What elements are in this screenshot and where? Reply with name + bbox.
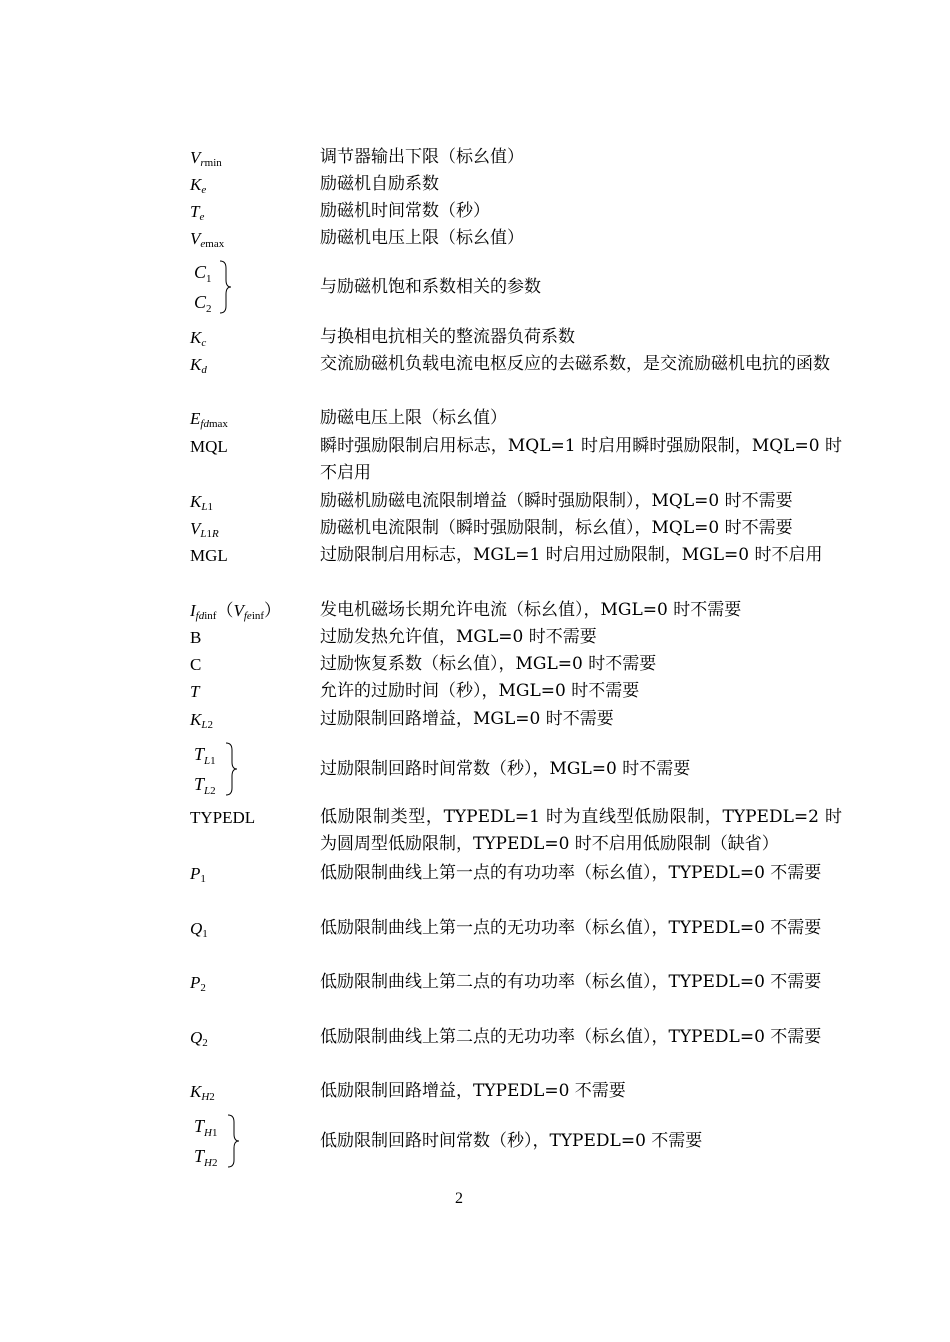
param-description: 过励发热允许值，MGL=0 时不需要 bbox=[320, 627, 597, 647]
param-description: 低励限制曲线上第二点的无功功率（标幺值），TYPEDL=0 不需要 bbox=[320, 1027, 822, 1047]
param-description: 励磁电压上限（标幺值） bbox=[320, 408, 507, 428]
param-description: 调节器输出下限（标幺值） bbox=[320, 147, 524, 167]
param-symbol: $P_1$ bbox=[190, 864, 206, 885]
param-description: 瞬时强励限制启用标志，MQL=1 时启用瞬时强励限制，MQL=0 时不启用 bbox=[320, 436, 842, 483]
param-symbol: $K_{L1}$ bbox=[190, 492, 213, 513]
param-symbol: $V_{emax}$ bbox=[190, 229, 225, 250]
param-symbol: $V_{rmin}$ bbox=[190, 148, 222, 169]
param-symbol: C bbox=[190, 655, 202, 674]
param-symbol: B bbox=[190, 628, 202, 647]
param-description: 与励磁机饱和系数相关的参数 bbox=[320, 277, 541, 297]
param-symbol: $V_{L1R}$ bbox=[190, 519, 219, 540]
param-symbol: $K_d$ bbox=[190, 355, 207, 376]
param-description: 励磁机时间常数（秒） bbox=[320, 201, 490, 221]
param-description: 发电机磁场长期允许电流（标幺值），MGL=0 时不需要 bbox=[320, 600, 742, 620]
param-description: 低励限制回路增益，TYPEDL=0 不需要 bbox=[320, 1081, 626, 1101]
param-symbol-pair: $T_{L1}$ $T_{L2}$ bbox=[190, 740, 250, 796]
param-description: 励磁机电压上限（标幺值） bbox=[320, 228, 524, 248]
right-brace-icon bbox=[218, 260, 232, 314]
param-description: 低励限制曲线上第一点的无功功率（标幺值），TYPEDL=0 不需要 bbox=[320, 918, 822, 938]
param-description: 低励限制回路时间常数（秒），TYPEDL=0 不需要 bbox=[320, 1131, 703, 1151]
param-description: 低励限制类型，TYPEDL=1 时为直线型低励限制，TYPEDL=2 时为圆周型低励限制，TYPEDL=0 时不启用低励限制（缺省） bbox=[320, 807, 842, 854]
param-symbol: $K_{H2}$ bbox=[190, 1082, 215, 1103]
param-description: 与换相电抗相关的整流器负荷系数 bbox=[320, 327, 575, 347]
param-description: 过励恢复系数（标幺值），MGL=0 时不需要 bbox=[320, 654, 657, 674]
param-symbol: $Q_2$ bbox=[190, 1028, 208, 1049]
param-symbol: T bbox=[190, 682, 200, 701]
param-symbol: $E_{fdmax}$ bbox=[190, 409, 228, 430]
param-description: 励磁机电流限制（瞬时强励限制，标幺值），MQL=0 时不需要 bbox=[320, 518, 793, 538]
param-description: 过励限制回路时间常数（秒），MGL=0 时不需要 bbox=[320, 759, 691, 779]
param-description: 励磁机自励系数 bbox=[320, 174, 439, 194]
param-symbol: $T_e$ bbox=[190, 202, 205, 223]
param-description: 允许的过励时间（秒），MGL=0 时不需要 bbox=[320, 681, 640, 701]
param-symbol: TYPEDL bbox=[190, 808, 256, 827]
param-symbol: MQL bbox=[190, 437, 228, 456]
right-brace-icon bbox=[226, 1114, 240, 1168]
param-description: 低励限制曲线上第一点的有功功率（标幺值），TYPEDL=0 不需要 bbox=[320, 863, 822, 883]
param-symbol: $P_2$ bbox=[190, 973, 206, 994]
param-description: 励磁机励磁电流限制增益（瞬时强励限制），MQL=0 时不需要 bbox=[320, 491, 793, 511]
param-symbol: $Q_1$ bbox=[190, 919, 208, 940]
param-symbol: MGL bbox=[190, 546, 228, 565]
param-symbol: $K_{L2}$ bbox=[190, 710, 213, 731]
param-symbol: $I_{fdinf}(V_{feinf})$ bbox=[190, 601, 282, 622]
param-description: 低励限制曲线上第二点的有功功率（标幺值），TYPEDL=0 不需要 bbox=[320, 972, 822, 992]
param-description: 过励限制回路增益，MGL=0 时不需要 bbox=[320, 709, 614, 729]
right-brace-icon bbox=[224, 742, 238, 796]
param-description: 交流励磁机负载电流电枢反应的去磁系数，是交流励磁机电抗的函数 bbox=[320, 354, 830, 374]
param-symbol-pair: $C_1$ $C_2$ bbox=[190, 258, 250, 314]
param-description: 过励限制启用标志，MGL=1 时启用过励限制，MGL=0 时不启用 bbox=[320, 545, 823, 565]
param-symbol: $K_c$ bbox=[190, 328, 207, 349]
page-number: 2 bbox=[455, 1190, 463, 1207]
param-symbol: $K_e$ bbox=[190, 175, 207, 196]
param-symbol-pair: $T_{H1}$ $T_{H2}$ bbox=[190, 1112, 250, 1168]
